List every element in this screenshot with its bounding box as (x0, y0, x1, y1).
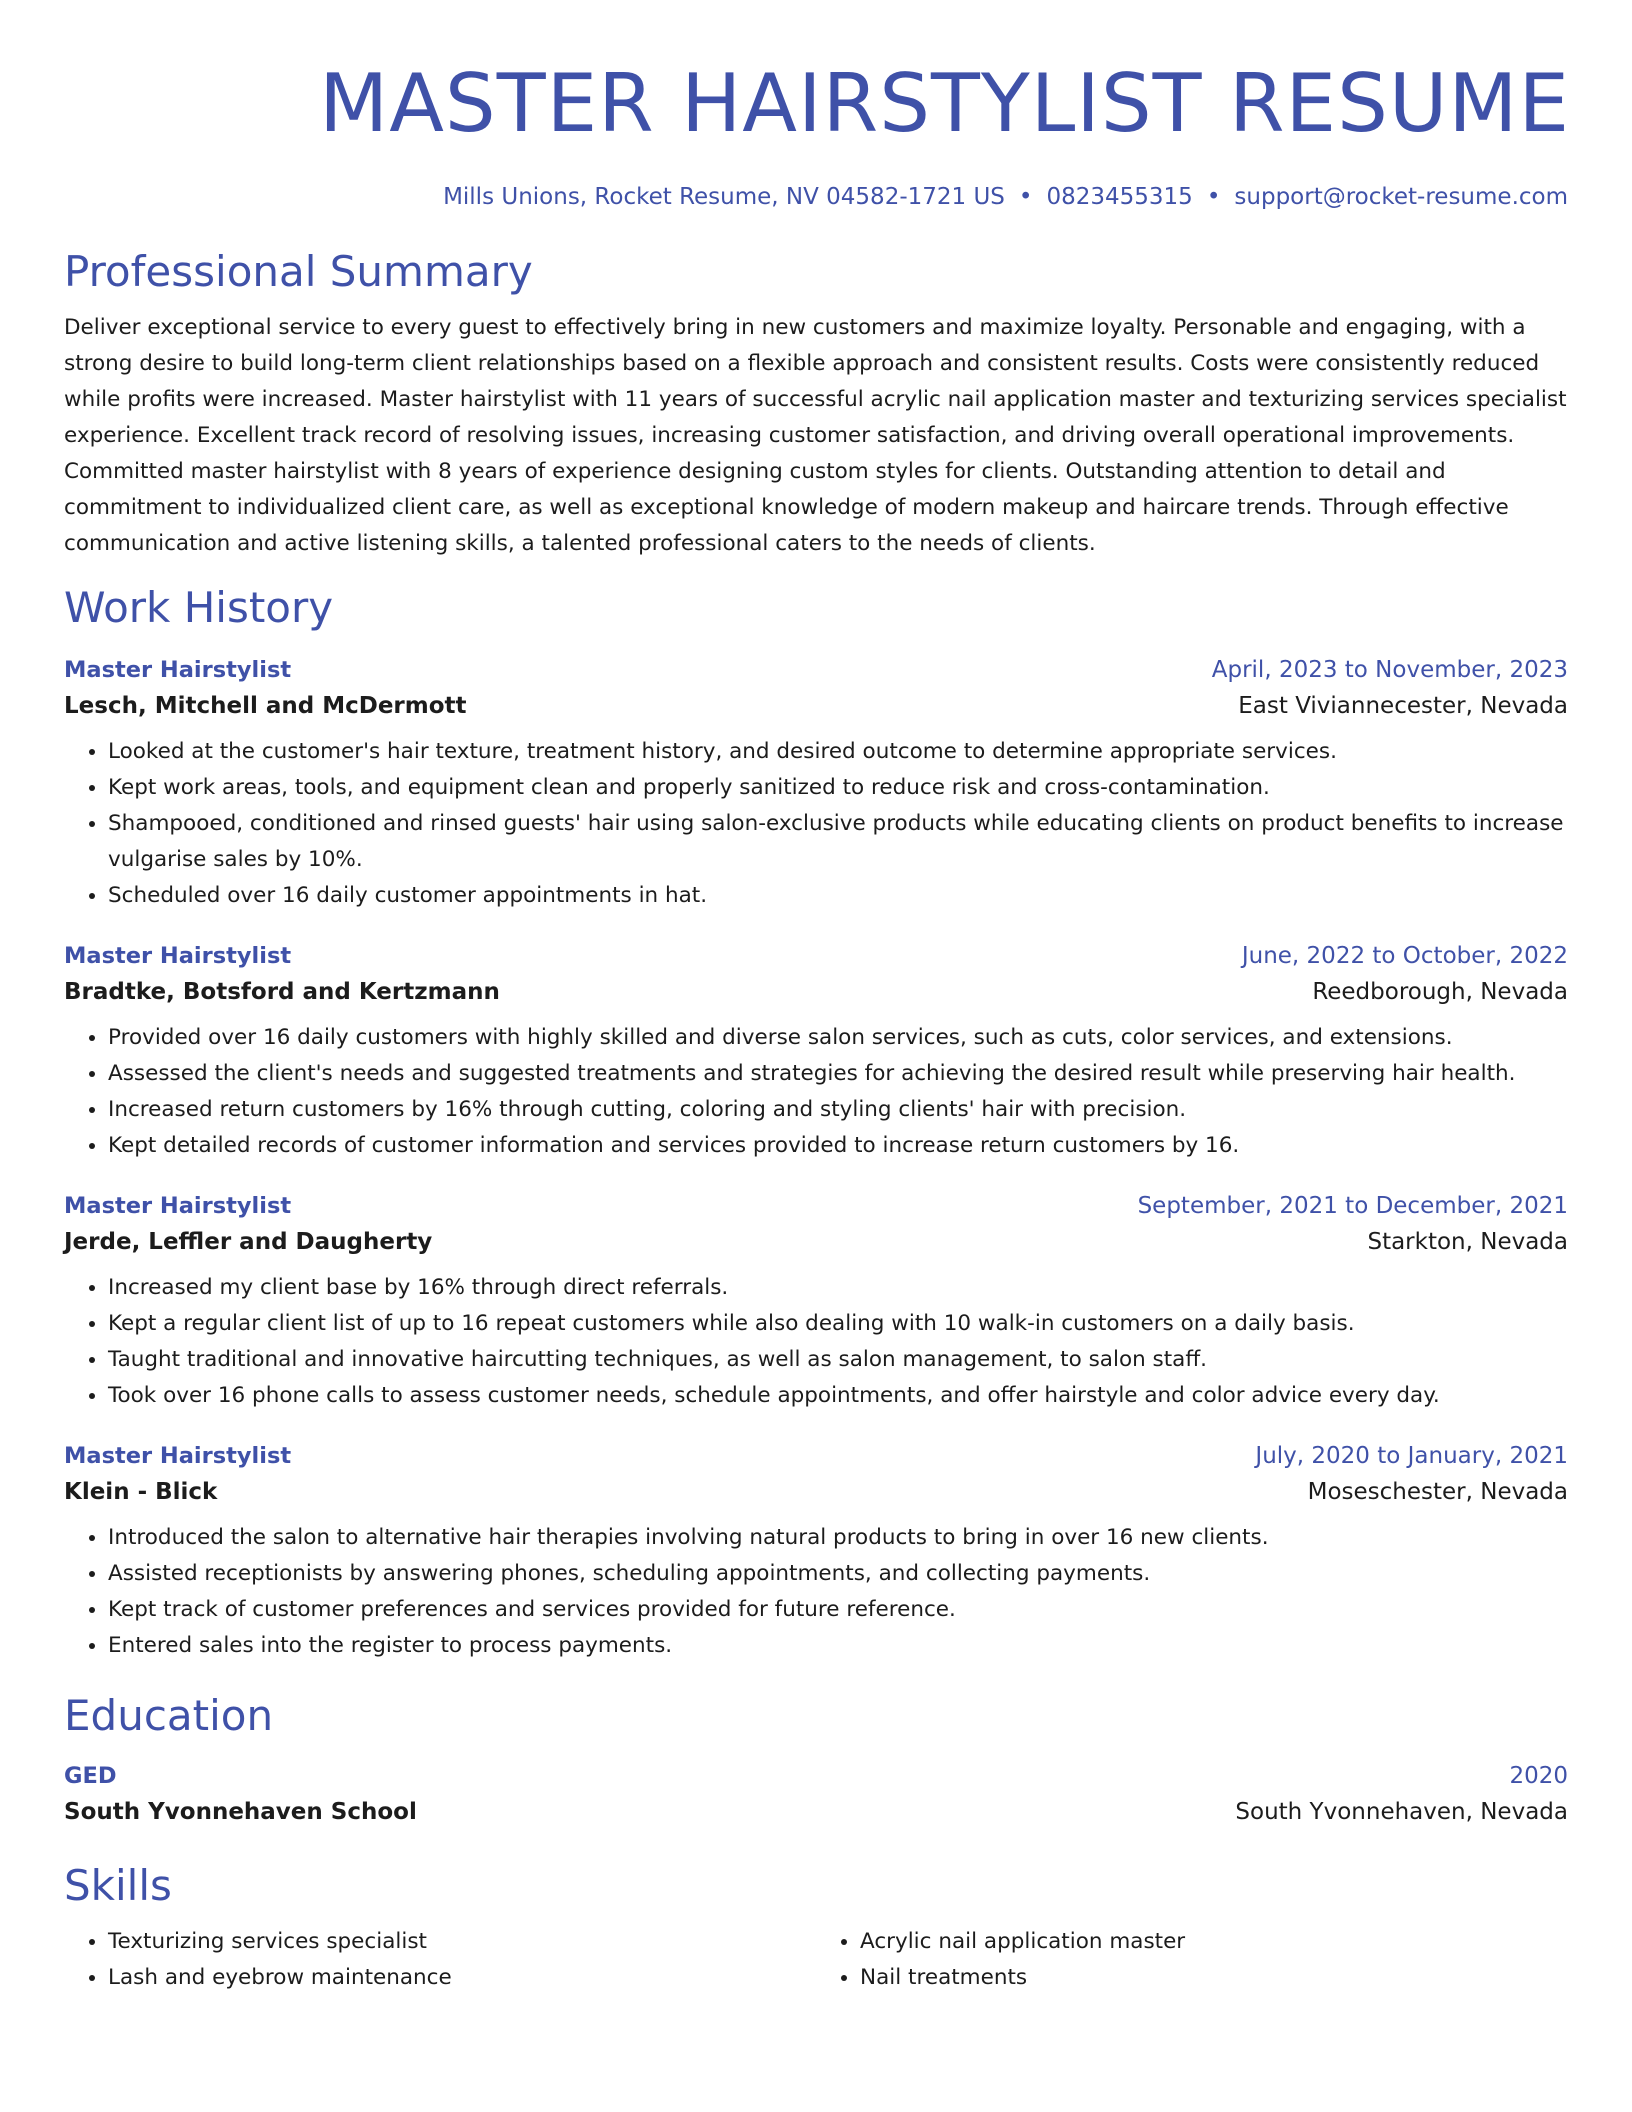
job-bullet: • Kept work areas, tools, and equipment clean and properly sanitized to reduce risk and cross-contamination. (108, 770, 1568, 806)
contact-phone: 0823455315 (1046, 184, 1193, 210)
skills-heading: Skills (64, 1861, 172, 1910)
job-entry (64, 652, 1568, 914)
job-entry (64, 1438, 1568, 1664)
skills-column-left (64, 1924, 816, 1996)
contact-email[interactable]: support@rocket-resume.com (1234, 184, 1568, 210)
job-company: Jerde, Leffler and Daugherty (64, 1229, 433, 1255)
job-bullet: • Shampooed, conditioned and rinsed guests' hair using salon-exclusive products while educating clients on product benefits to increase vulgarise sales by 10%. (108, 806, 1568, 878)
job-bullet: • Kept detailed records of customer information and services provided to increase return customers by 16. (108, 1128, 1568, 1164)
job-dates: July, 2020 to January, 2021 (1255, 1443, 1568, 1469)
job-dates: June, 2022 to October, 2022 (1241, 943, 1568, 969)
resume-title: MASTER HAIRSTYLIST RESUME (319, 57, 1570, 150)
job-title: Master Hairstylist (64, 943, 292, 969)
contact-separator: • (1206, 184, 1221, 210)
job-bullets (64, 1270, 1568, 1414)
job-bullet: • Scheduled over 16 daily customer appointments in hat. (108, 878, 1568, 914)
education-year: 2020 (1509, 1763, 1568, 1789)
job-bullet: • Looked at the customer's hair texture, treatment history, and desired outcome to determine appropriate services. (108, 734, 1568, 770)
job-bullet: • Kept track of customer preferences and services provided for future reference. (108, 1592, 1568, 1628)
job-company: Klein - Blick (64, 1479, 218, 1505)
contact-separator: • (1018, 184, 1033, 210)
job-company: Lesch, Mitchell and McDermott (64, 693, 467, 719)
job-bullet: • Assisted receptionists by answering phones, scheduling appointments, and collecting payments. (108, 1556, 1568, 1592)
contact-address: Mills Unions, Rocket Resume, NV 04582-1721 US (443, 184, 1005, 210)
job-entry (64, 1188, 1568, 1414)
summary-text: Deliver exceptional service to every guest to effectively bring in new customers and maximize loyalty. Personable and engaging, with a strong desire to build long-term client relationships based on a flexible approach and consistent results. Costs were consistently reduced while profits were increased. Master hairstylist with 11 years of successful acrylic nail application master and texturizing services specialist experience. Excellent track record of resolving issues, increasing customer satisfaction, and driving overall operational improvements. Committed master hairstylist with 8 years of experience designing custom styles for clients. Outstanding attention to detail and commitment to individualized client care, as well as exceptional knowledge of modern makeup and haircare trends. Through effective communication and active listening skills, a talented professional caters to the needs of clients. (64, 315, 1567, 556)
job-bullets (64, 1520, 1568, 1664)
job-location: Reedborough, Nevada (1312, 979, 1568, 1005)
education-location: South Yvonnehaven, Nevada (1235, 1799, 1568, 1825)
job-title: Master Hairstylist (64, 1443, 292, 1469)
contact-line (64, 182, 1568, 212)
job-bullets (64, 1020, 1568, 1164)
job-bullet: • Entered sales into the register to process payments. (108, 1628, 1568, 1664)
education-heading: Education (64, 1691, 274, 1740)
job-company: Bradtke, Botsford and Kertzmann (64, 979, 500, 1005)
summary-heading: Professional Summary (64, 247, 533, 296)
skill-item: • Texturizing services specialist (108, 1924, 816, 1960)
job-location: Starkton, Nevada (1367, 1229, 1568, 1255)
work-history-heading: Work History (64, 583, 334, 632)
skills-column-right (816, 1924, 1568, 1996)
job-title: Master Hairstylist (64, 1193, 292, 1219)
job-bullets (64, 734, 1568, 914)
job-location: Moseschester, Nevada (1307, 1479, 1568, 1505)
job-title: Master Hairstylist (64, 657, 292, 683)
education-degree: GED (64, 1763, 117, 1789)
job-bullet: • Took over 16 phone calls to assess customer needs, schedule appointments, and offer hairstyle and color advice every day. (108, 1378, 1568, 1414)
job-location: East Viviannecester, Nevada (1238, 693, 1568, 719)
job-dates: September, 2021 to December, 2021 (1137, 1193, 1568, 1219)
job-bullet: • Increased return customers by 16% through cutting, coloring and styling clients' hair with precision. (108, 1092, 1568, 1128)
education-school: South Yvonnehaven School (64, 1799, 417, 1825)
job-bullet: • Increased my client base by 16% through direct referrals. (108, 1270, 1568, 1306)
skill-item: • Acrylic nail application master (860, 1924, 1568, 1960)
education-entry (64, 1758, 1568, 1830)
skill-item: • Lash and eyebrow maintenance (108, 1960, 816, 1996)
skills-list (64, 1924, 1568, 1996)
job-bullet: • Kept a regular client list of up to 16 repeat customers while also dealing with 10 walk-in customers on a daily basis. (108, 1306, 1568, 1342)
job-bullet: • Assessed the client's needs and suggested treatments and strategies for achieving the desired result while preserving hair health. (108, 1056, 1568, 1092)
skill-item: • Nail treatments (860, 1960, 1568, 1996)
job-bullet: • Taught traditional and innovative haircutting techniques, as well as salon management, to salon staff. (108, 1342, 1568, 1378)
job-entry (64, 938, 1568, 1164)
job-bullet: • Introduced the salon to alternative hair therapies involving natural products to bring in over 16 new clients. (108, 1520, 1568, 1556)
job-dates: April, 2023 to November, 2023 (1211, 657, 1568, 683)
job-bullet: • Provided over 16 daily customers with highly skilled and diverse salon services, such as cuts, color services, and extensions. (108, 1020, 1568, 1056)
